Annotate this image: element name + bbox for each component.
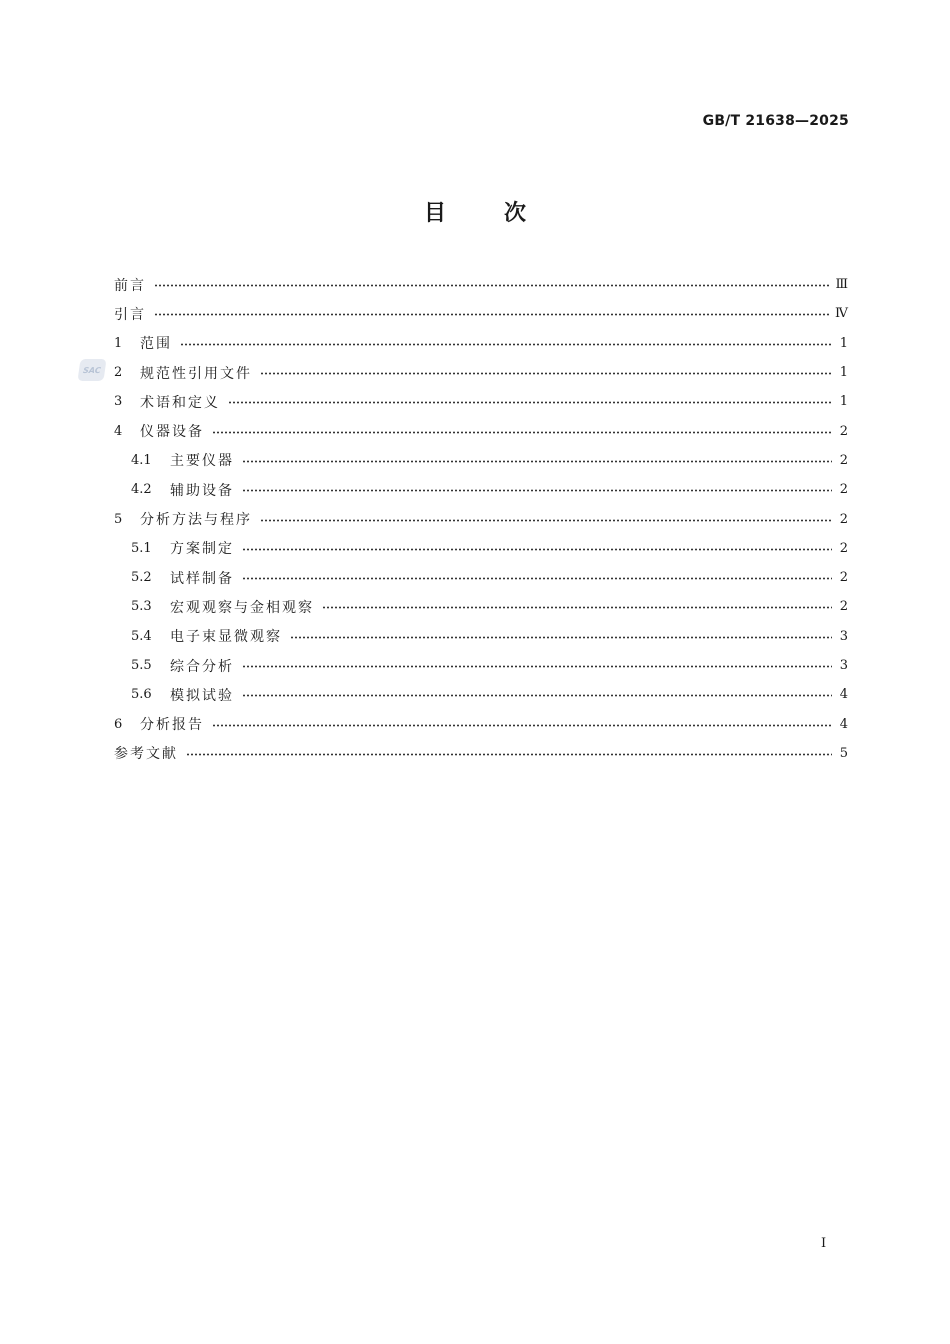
toc-entry-number: 5.5 [131, 658, 152, 673]
toc-entry-number: 5.4 [131, 628, 152, 644]
toc-entry-label: 术语和定义 [140, 394, 220, 411]
standard-number: GB/T 21638—2025 [702, 113, 849, 129]
dot-leader [212, 724, 832, 727]
toc-entry-label: 试样制备 [170, 570, 234, 587]
toc-entry-label: 综合分析 [170, 658, 234, 675]
toc-subentry[interactable] [114, 680, 848, 709]
toc-subentry[interactable] [114, 446, 848, 475]
toc-entry-number: 4.1 [131, 452, 152, 468]
toc-entry-number: 5.2 [131, 570, 152, 586]
toc-entry-page: 1 [839, 335, 848, 351]
toc-entry-number: 6 [114, 716, 123, 732]
toc-subentry[interactable] [114, 592, 848, 621]
toc-subentry[interactable] [114, 651, 848, 680]
toc-entry-label: 方案制定 [170, 541, 234, 558]
toc-entry-page: 2 [839, 540, 848, 556]
dot-leader [154, 284, 829, 287]
dot-leader [242, 577, 832, 580]
dot-leader [290, 636, 832, 639]
dot-leader [260, 519, 832, 522]
toc-entry-page: 3 [839, 628, 848, 644]
toc-entry-page: 4 [839, 687, 848, 703]
toc-entry-label: 规范性引用文件 [140, 365, 252, 382]
toc-entry[interactable] [114, 270, 848, 299]
toc-entry-number: 5.6 [131, 687, 152, 703]
toc-entry-number: 1 [114, 335, 123, 351]
dot-leader [242, 548, 832, 551]
toc-entry-page: 2 [839, 570, 848, 586]
dot-leader [242, 460, 832, 463]
toc-entry-page: 3 [839, 658, 848, 673]
dot-leader [322, 606, 832, 609]
sac-logo-text: SAC [82, 365, 102, 375]
toc-entry-label: 参考文献 [114, 746, 178, 763]
dot-leader [212, 431, 832, 434]
toc-entry-label: 电子束显微观察 [170, 629, 282, 646]
toc-entry[interactable] [114, 358, 848, 387]
toc-entry-label: 辅助设备 [170, 482, 234, 499]
toc-entry-label: 模拟试验 [170, 687, 234, 704]
dot-leader [242, 489, 832, 492]
toc-subentry[interactable] [114, 563, 848, 592]
dot-leader [242, 694, 832, 697]
toc-entry-number: 5.3 [131, 599, 152, 615]
toc-entry-label: 分析方法与程序 [140, 512, 252, 529]
toc-subentry[interactable] [114, 622, 848, 651]
toc-entry[interactable] [114, 329, 848, 358]
toc-entry[interactable] [114, 416, 848, 445]
toc-entry[interactable] [114, 504, 848, 533]
toc-entry-page: 1 [839, 394, 848, 410]
toc-entry[interactable] [114, 387, 848, 416]
dot-leader [186, 753, 832, 756]
toc-entry-page: Ⅳ [835, 306, 848, 322]
toc-entry-page: 2 [839, 511, 848, 527]
toc-entry-page: 2 [839, 482, 848, 498]
toc-entry-number: 5.1 [131, 540, 152, 556]
toc-entry-page: 5 [839, 745, 848, 761]
dot-leader [154, 313, 829, 316]
toc-entry-number: 3 [114, 394, 123, 410]
toc-entry-label: 范围 [140, 336, 172, 353]
dot-leader [180, 343, 832, 346]
toc-entry-label: 主要仪器 [170, 453, 234, 470]
page-title: 目次 [423, 201, 584, 226]
dot-leader [228, 401, 832, 404]
toc-entry-page: 2 [839, 423, 848, 439]
toc-entry-number: 2 [114, 365, 123, 381]
dot-leader [260, 372, 832, 375]
toc-entry-label: 仪器设备 [140, 424, 204, 441]
toc-entry-page: 2 [839, 599, 848, 615]
toc-entry[interactable] [114, 299, 848, 328]
toc-entry-label: 引言 [114, 306, 146, 323]
dot-leader [242, 665, 832, 668]
toc-entry-label: 宏观观察与金相观察 [170, 599, 314, 616]
toc-entry-page: Ⅲ [835, 277, 848, 293]
toc-entry-label: 分析报告 [140, 717, 204, 734]
toc-entry-page: 1 [839, 365, 848, 381]
page-number: I [821, 1236, 827, 1251]
sac-logo-icon [77, 359, 106, 381]
toc-entry-number: 4.2 [131, 482, 152, 498]
toc-entry[interactable] [114, 709, 848, 738]
toc-subentry[interactable] [114, 475, 848, 504]
table-of-contents [114, 270, 848, 768]
toc-entry-page: 2 [839, 452, 848, 468]
toc-entry[interactable] [114, 739, 848, 768]
toc-entry-number: 4 [114, 423, 123, 439]
toc-subentry[interactable] [114, 534, 848, 563]
toc-entry-label: 前言 [114, 277, 146, 294]
toc-entry-page: 4 [839, 716, 848, 732]
toc-entry-number: 5 [114, 511, 123, 527]
